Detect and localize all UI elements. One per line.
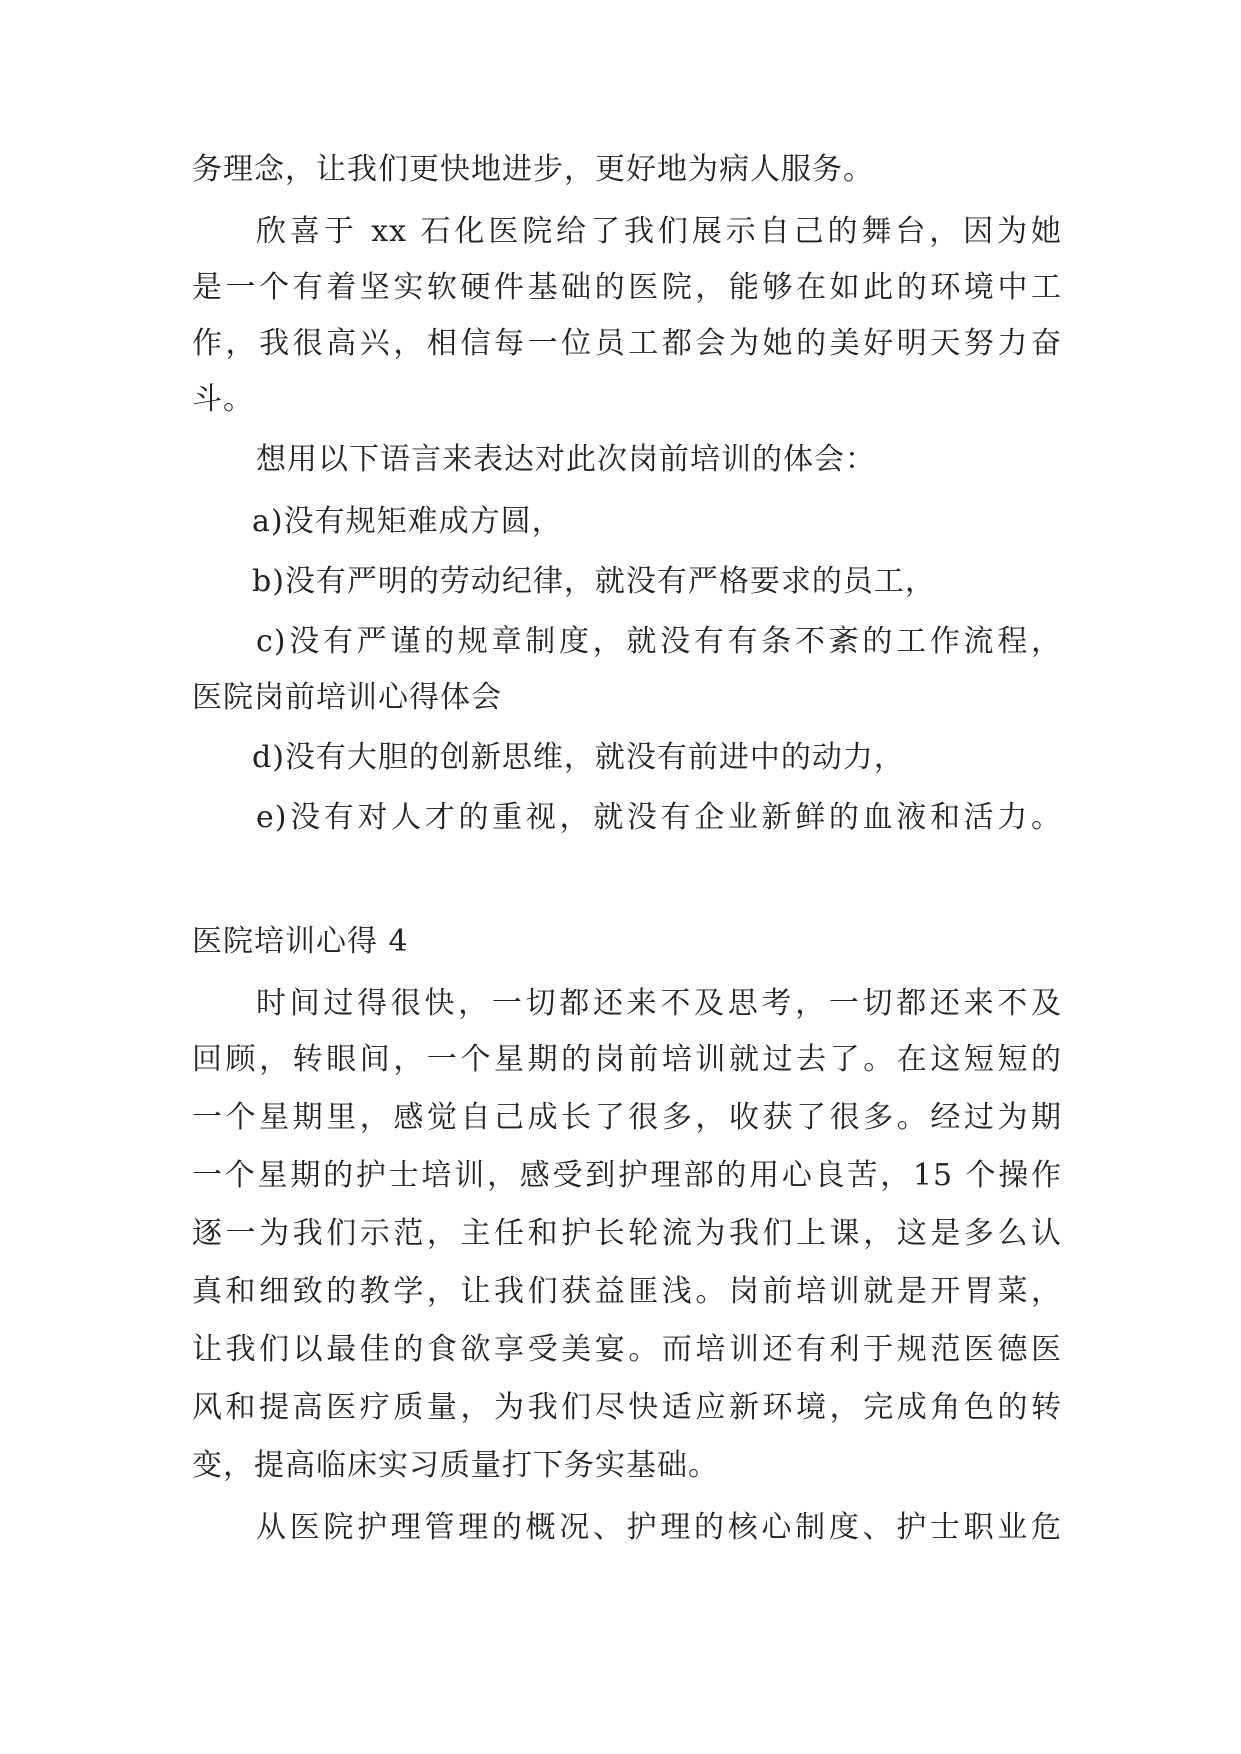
list-item: e)没有对人才的重视，就没有企业新鲜的血液和活力。 (256, 800, 1062, 835)
paragraph-line: 是一个有着坚实软硬件基础的医院，能够在如此的环境中工 (192, 270, 1062, 305)
section-heading: 医院培训心得 4 (192, 924, 409, 959)
paragraph-line: 回顾，转眼间，一个星期的岗前培训就过去了。在这短短的 (192, 1042, 1062, 1077)
paragraph-line: 真和细致的教学，让我们获益匪浅。岗前培训就是开胃菜， (192, 1274, 1062, 1309)
paragraph-line: 从医院护理管理的概况、护理的核心制度、护士职业危 (256, 1510, 1062, 1545)
paragraph-line: 一个星期的护士培训，感受到护理部的用心良苦，15 个操作 (192, 1158, 1062, 1193)
paragraph-line: 欣喜于 xx 石化医院给了我们展示自己的舞台，因为她 (256, 214, 1062, 249)
paragraph-line: 斗。 (192, 382, 254, 417)
paragraph-line: 务理念，让我们更快地进步，更好地为病人服务。 (192, 152, 874, 187)
paragraph-line: 风和提高医疗质量，为我们尽快适应新环境，完成角色的转 (192, 1390, 1062, 1425)
list-item: c)没有严谨的规章制度，就没有有条不紊的工作流程， (256, 624, 1062, 659)
paragraph-line: 想用以下语言来表达对此次岗前培训的体会： (256, 442, 876, 477)
list-item: a)没有规矩难成方圆， (252, 504, 563, 539)
list-item: b)没有严明的劳动纪律，就没有严格要求的员工， (252, 564, 936, 599)
paragraph-line: 时间过得很快，一切都还来不及思考，一切都还来不及 (256, 986, 1062, 1021)
paragraph-line: 变，提高临床实习质量打下务实基础。 (192, 1448, 719, 1483)
paragraph-line: 让我们以最佳的食欲享受美宴。而培训还有利于规范医德医 (192, 1332, 1062, 1367)
paragraph-line: 逐一为我们示范，主任和护长轮流为我们上课，这是多么认 (192, 1216, 1062, 1251)
paragraph-line: 作，我很高兴，相信每一位员工都会为她的美好明天努力奋 (192, 326, 1062, 361)
paragraph-line: 一个星期里，感觉自己成长了很多，收获了很多。经过为期 (192, 1100, 1062, 1135)
list-item: d)没有大胆的创新思维，就没有前进中的动力， (252, 740, 905, 775)
inline-title: 医院岗前培训心得体会 (192, 680, 502, 715)
